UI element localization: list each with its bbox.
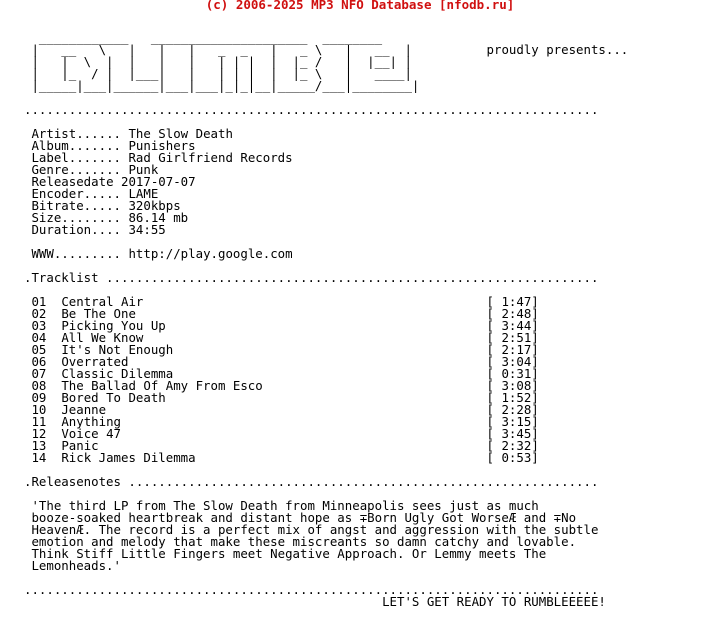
track-duration: 1:47 <box>501 294 532 309</box>
info-value: Rad Girlfriend Records <box>128 150 293 165</box>
presents-text: proudly presents... <box>486 42 629 57</box>
dot-divider: ............................................................................. <box>24 102 599 117</box>
releasenotes-heading: .Releasenotes ............................................................... <box>24 474 599 489</box>
track-number: 06 <box>31 354 47 369</box>
track-title: The Ballad Of Amy From Esco <box>61 378 263 393</box>
info-value: 34:55 <box>128 222 166 237</box>
info-value: LAME <box>128 186 159 201</box>
track-number: 11 <box>31 414 47 429</box>
info-value: 86.14 mb <box>128 210 189 225</box>
www-label: WWW......... <box>31 246 121 261</box>
track-title: Voice 47 <box>61 426 121 441</box>
track-number: 09 <box>31 390 47 405</box>
track-number: 05 <box>31 342 47 357</box>
release-note-line: booze-soaked heartbreak and distant hope as ∓Born Ugly Got WorseÆ and ∓No <box>31 510 577 525</box>
track-row: 02 Be The One [ 2:48] <box>31 306 539 321</box>
track-title: Be The One <box>61 306 136 321</box>
tracklist-heading: .Tracklist .................................................................. <box>24 270 599 285</box>
track-duration: 0:53 <box>501 450 532 465</box>
track-title: Central Air <box>61 294 144 309</box>
info-label: Label....... <box>31 150 121 165</box>
logo-line: | |_ / | |___| | | | | | |_ \ | ____| <box>24 66 412 81</box>
track-duration: 2:32 <box>501 438 532 453</box>
track-row: 07 Classic Dilemma [ 0:31] <box>31 366 539 381</box>
track-title: All We Know <box>61 330 144 345</box>
track-title: Classic Dilemma <box>61 366 174 381</box>
dot-divider: ............................................................................. <box>24 582 599 597</box>
www-link: http://play.google.com <box>128 246 293 261</box>
track-row: 01 Central Air [ 1:47] <box>31 294 539 309</box>
info-label: Encoder..... <box>31 186 121 201</box>
logo-line: | | \ | | | | | | | | |_ / | |__| | <box>24 54 412 69</box>
track-row: 14 Rick James Dilemma [ 0:53] <box>31 450 539 465</box>
track-duration: 3:45 <box>501 426 532 441</box>
track-row: 06 Overrated [ 3:04] <box>31 354 539 369</box>
info-value: 320kbps <box>128 198 181 213</box>
track-row: 13 Panic [ 2:32] <box>31 438 539 453</box>
track-row: 12 Voice 47 [ 3:45] <box>31 426 539 441</box>
track-row: 03 Picking You Up [ 3:44] <box>31 318 539 333</box>
info-label: Releasedate <box>31 174 114 189</box>
info-value: The Slow Death <box>128 126 233 141</box>
track-duration: 2:48 <box>501 306 532 321</box>
track-row: 09 Bored To Death [ 1:52] <box>31 390 539 405</box>
info-value: Punk <box>128 162 159 177</box>
logo-line: |_____|___|______|___|___|_|_|__|_____/___|________| <box>24 78 420 93</box>
track-title: It's Not Enough <box>61 342 174 357</box>
track-number: 13 <box>31 438 47 453</box>
track-row: 11 Anything [ 3:15] <box>31 414 539 429</box>
track-duration: 3:08 <box>501 378 532 393</box>
info-value: 2017-07-07 <box>121 174 196 189</box>
track-row: 08 The Ballad Of Amy From Esco [ 3:08] <box>31 378 539 393</box>
track-duration: 2:28 <box>501 402 532 417</box>
site-header: (c) 2006-2025 MP3 NFO Database [nfodb.ru] <box>205 0 515 12</box>
track-title: Picking You Up <box>61 318 166 333</box>
release-note-line: 'The third LP from The Slow Death from Minneapolis sees just as much <box>31 498 539 513</box>
track-duration: 2:51 <box>501 330 532 345</box>
info-label: Size........ <box>31 210 121 225</box>
track-row: 10 Jeanne [ 2:28] <box>31 402 539 417</box>
track-title: Anything <box>61 414 121 429</box>
release-note-line: emotion and melody that make these miscreants so damn catchy and lovable. <box>31 534 577 549</box>
nfo-text <box>24 8 628 608</box>
track-duration: 3:44 <box>501 318 532 333</box>
track-title: Rick James Dilemma <box>61 450 196 465</box>
track-duration: 1:52 <box>501 390 532 405</box>
track-number: 01 <box>31 294 47 309</box>
track-row: 05 It's Not Enough [ 2:17] <box>31 342 539 357</box>
track-duration: 3:15 <box>501 414 532 429</box>
track-number: 14 <box>31 450 47 465</box>
tracklist <box>24 294 539 465</box>
info-label: Bitrate..... <box>31 198 121 213</box>
release-note-line: Lemonheads.' <box>24 558 121 573</box>
track-number: 02 <box>31 306 47 321</box>
track-duration: 3:04 <box>501 354 532 369</box>
track-duration: 2:17 <box>501 342 532 357</box>
info-label: Album....... <box>31 138 121 153</box>
info-value: Punishers <box>128 138 196 153</box>
logo-line: ____________ _____________________ ________ <box>24 30 383 45</box>
track-number: 10 <box>31 402 47 417</box>
release-notes <box>24 498 598 573</box>
logo-line: | __ \ | | | _ _ | _ \ | __ | <box>24 42 412 57</box>
info-label: Artist...... <box>31 126 121 141</box>
track-number: 12 <box>31 426 47 441</box>
track-number: 08 <box>31 378 47 393</box>
track-number: 04 <box>31 330 47 345</box>
info-label: Genre....... <box>31 162 121 177</box>
track-row: 04 All We Know [ 2:51] <box>31 330 539 345</box>
track-number: 07 <box>31 366 47 381</box>
info-label: Duration.... <box>31 222 121 237</box>
track-title: Overrated <box>61 354 129 369</box>
footer-text: LET'S GET READY TO RUMBLEEEEE! <box>382 594 606 609</box>
track-title: Bored To Death <box>61 390 166 405</box>
release-note-line: Think Stiff Little Fingers meet Negative Approach. Or Lemmy meets The <box>31 546 547 561</box>
track-number: 03 <box>31 318 47 333</box>
track-title: Jeanne <box>61 402 107 417</box>
track-duration: 0:31 <box>501 366 532 381</box>
release-note-line: HeavenÆ. The record is a perfect mix of angst and aggression with the subtle <box>31 522 599 537</box>
track-title: Panic <box>61 438 99 453</box>
